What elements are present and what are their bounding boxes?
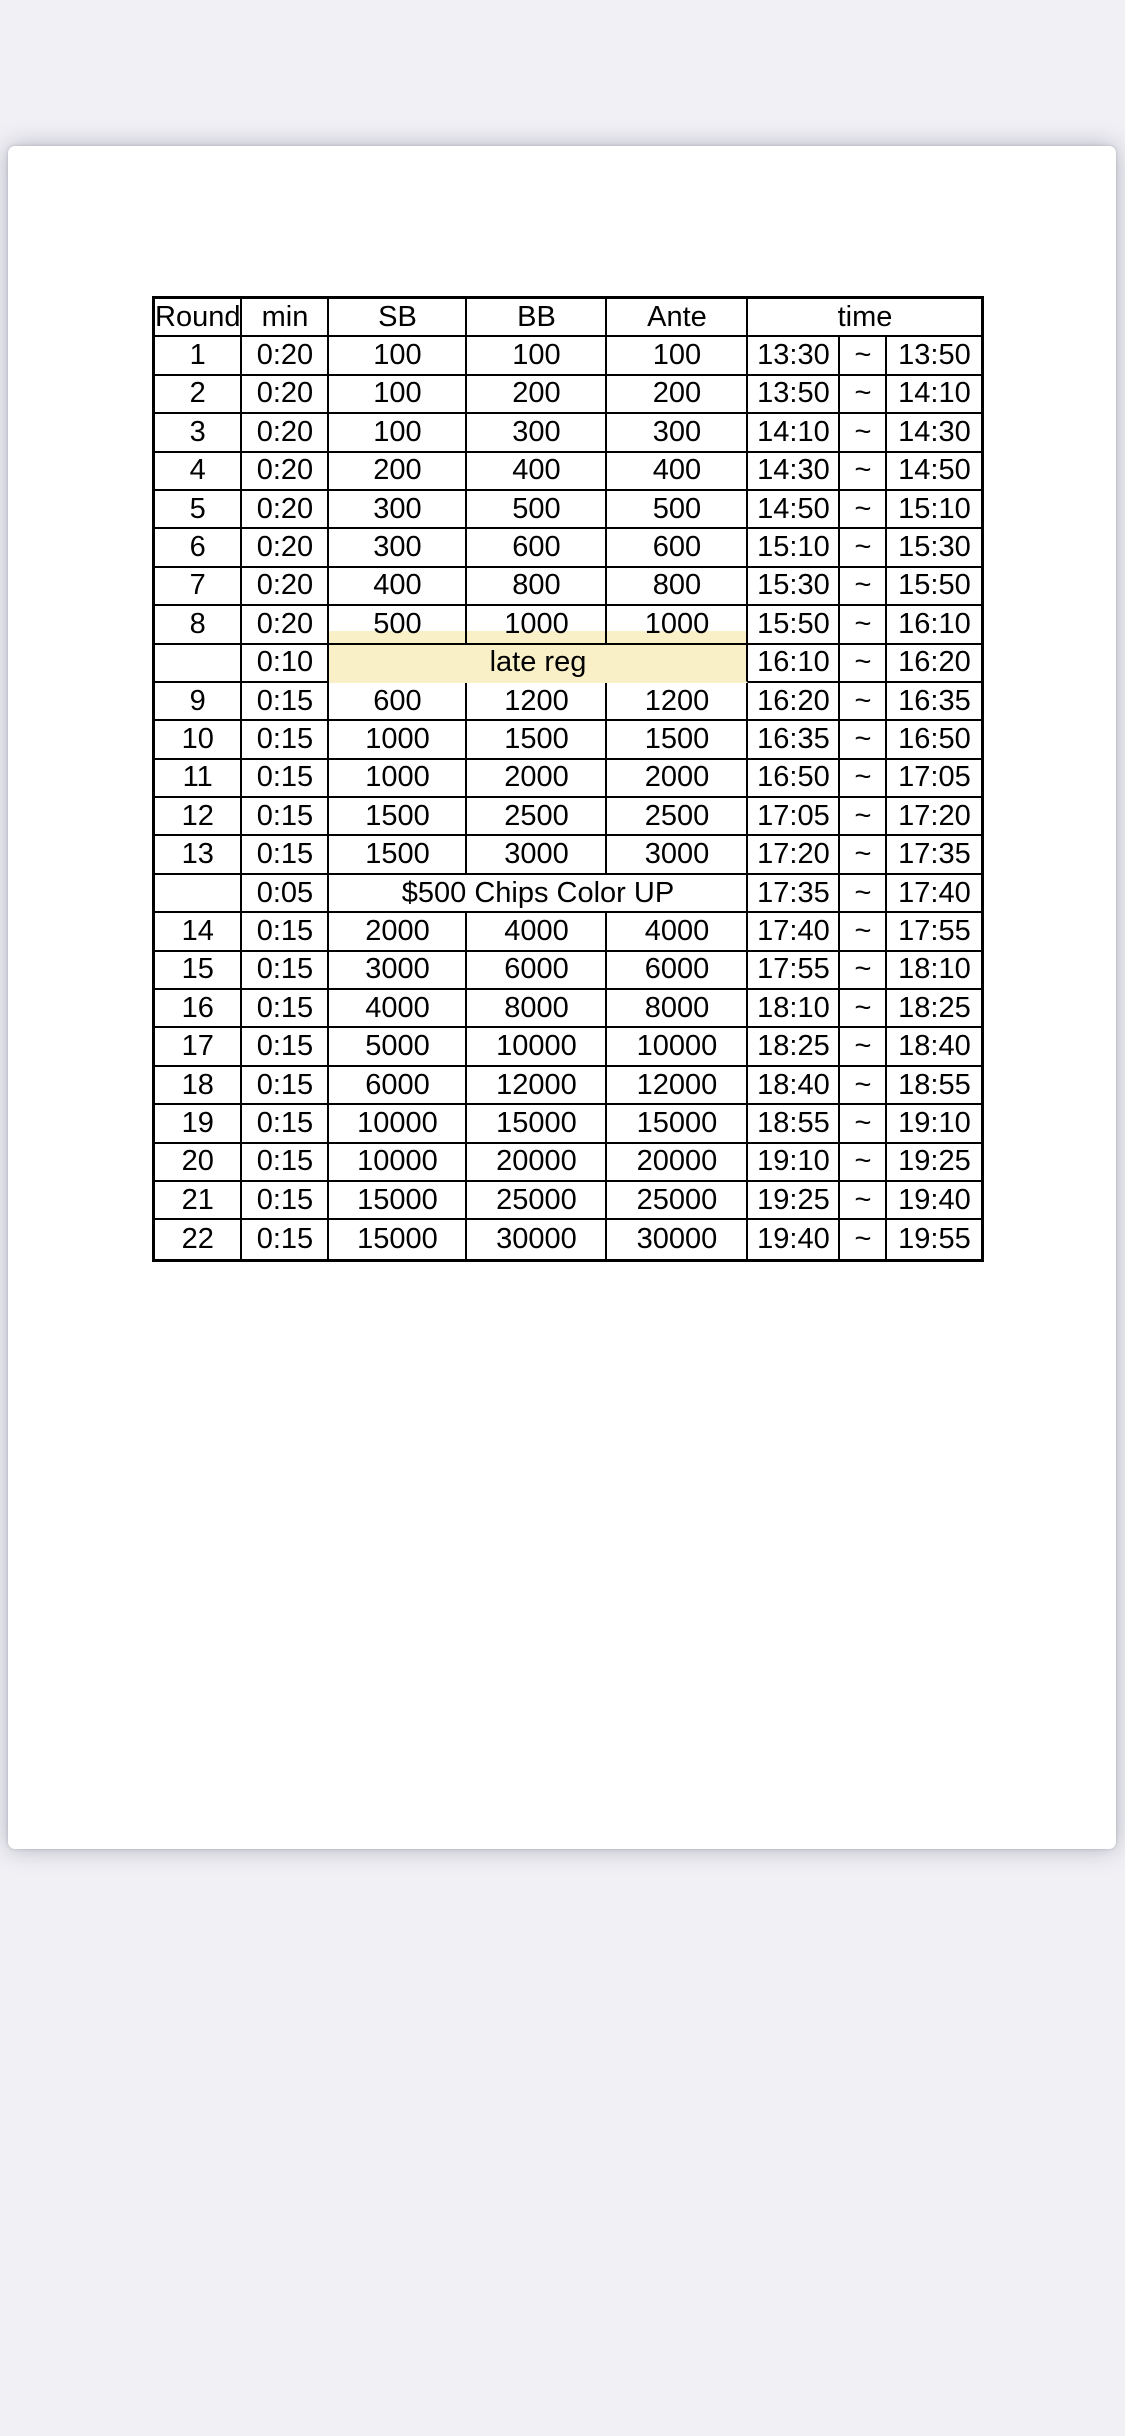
duration-cell: 0:10 (242, 645, 329, 683)
round-cell: 3 (155, 414, 242, 452)
duration-cell: 0:15 (242, 1105, 329, 1143)
duration-cell: 0:20 (242, 337, 329, 375)
ante-cell: 10000 (607, 1028, 748, 1066)
tilde-cell: ~ (840, 606, 887, 644)
ante-cell: 20000 (607, 1144, 748, 1182)
level-row (155, 1028, 981, 1066)
big-blind-cell: 1000 (467, 606, 607, 644)
header-min: min (242, 299, 329, 337)
level-row (155, 568, 981, 606)
level-row (155, 1067, 981, 1105)
ante-cell: 400 (607, 453, 748, 491)
time-start-cell: 13:50 (748, 376, 840, 414)
round-cell: 14 (155, 913, 242, 951)
big-blind-cell: 3000 (467, 836, 607, 874)
ante-cell: 4000 (607, 913, 748, 951)
big-blind-cell: 4000 (467, 913, 607, 951)
big-blind-cell: 600 (467, 529, 607, 567)
big-blind-cell: 30000 (467, 1220, 607, 1258)
level-row (155, 721, 981, 759)
time-end-cell: 14:30 (887, 414, 981, 452)
tilde-cell: ~ (840, 1028, 887, 1066)
level-row (155, 606, 981, 644)
duration-cell: 0:15 (242, 1144, 329, 1182)
ante-cell: 800 (607, 568, 748, 606)
duration-cell: 0:15 (242, 1067, 329, 1105)
time-start-cell: 18:10 (748, 990, 840, 1028)
tilde-cell: ~ (840, 683, 887, 721)
ante-cell: 200 (607, 376, 748, 414)
tilde-cell: ~ (840, 721, 887, 759)
small-blind-cell: 3000 (329, 952, 467, 990)
round-cell: 9 (155, 683, 242, 721)
level-row (155, 990, 981, 1028)
small-blind-cell: 1500 (329, 836, 467, 874)
round-cell: 5 (155, 491, 242, 529)
level-row (155, 453, 981, 491)
duration-cell: 0:20 (242, 606, 329, 644)
time-end-cell: 19:25 (887, 1144, 981, 1182)
time-end-cell: 17:35 (887, 836, 981, 874)
small-blind-cell: 100 (329, 376, 467, 414)
time-start-cell: 19:40 (748, 1220, 840, 1258)
time-start-cell: 17:05 (748, 798, 840, 836)
round-cell: 7 (155, 568, 242, 606)
time-end-cell: 16:20 (887, 645, 981, 683)
time-start-cell: 16:20 (748, 683, 840, 721)
big-blind-cell: 300 (467, 414, 607, 452)
big-blind-cell: 20000 (467, 1144, 607, 1182)
ante-cell: 300 (607, 414, 748, 452)
time-end-cell: 19:10 (887, 1105, 981, 1143)
time-start-cell: 17:40 (748, 913, 840, 951)
small-blind-cell: 300 (329, 529, 467, 567)
tilde-cell: ~ (840, 952, 887, 990)
header-row (155, 299, 981, 337)
document-page[interactable] (8, 146, 1116, 1849)
small-blind-cell: 5000 (329, 1028, 467, 1066)
time-end-cell: 18:40 (887, 1028, 981, 1066)
level-row (155, 836, 981, 874)
time-end-cell: 18:10 (887, 952, 981, 990)
tilde-cell: ~ (840, 913, 887, 951)
round-cell: 4 (155, 453, 242, 491)
round-cell (155, 645, 242, 683)
duration-cell: 0:15 (242, 1028, 329, 1066)
small-blind-cell: 200 (329, 453, 467, 491)
ante-cell: 100 (607, 337, 748, 375)
round-cell: 11 (155, 760, 242, 798)
big-blind-cell: 100 (467, 337, 607, 375)
duration-cell: 0:20 (242, 376, 329, 414)
time-end-cell: 14:50 (887, 453, 981, 491)
round-cell: 12 (155, 798, 242, 836)
round-cell: 6 (155, 529, 242, 567)
header-sb: SB (329, 299, 467, 337)
special-row (155, 645, 981, 683)
level-row (155, 1144, 981, 1182)
time-end-cell: 19:55 (887, 1220, 981, 1258)
header-time: time (748, 299, 981, 337)
round-cell: 13 (155, 836, 242, 874)
time-end-cell: 19:40 (887, 1182, 981, 1220)
level-row (155, 952, 981, 990)
tilde-cell: ~ (840, 1067, 887, 1105)
ante-cell: 1200 (607, 683, 748, 721)
big-blind-cell: 500 (467, 491, 607, 529)
duration-cell: 0:20 (242, 529, 329, 567)
big-blind-cell: 15000 (467, 1105, 607, 1143)
header-bb: BB (467, 299, 607, 337)
time-start-cell: 15:10 (748, 529, 840, 567)
small-blind-cell: 10000 (329, 1144, 467, 1182)
big-blind-cell: 12000 (467, 1067, 607, 1105)
time-start-cell: 16:50 (748, 760, 840, 798)
small-blind-cell: 4000 (329, 990, 467, 1028)
small-blind-cell: 6000 (329, 1067, 467, 1105)
ante-cell: 3000 (607, 836, 748, 874)
level-row (155, 414, 981, 452)
small-blind-cell: 400 (329, 568, 467, 606)
round-cell: 19 (155, 1105, 242, 1143)
tilde-cell: ~ (840, 760, 887, 798)
level-row (155, 1182, 981, 1220)
round-cell: 2 (155, 376, 242, 414)
big-blind-cell: 10000 (467, 1028, 607, 1066)
round-cell: 18 (155, 1067, 242, 1105)
small-blind-cell: 10000 (329, 1105, 467, 1143)
big-blind-cell: 8000 (467, 990, 607, 1028)
time-end-cell: 15:10 (887, 491, 981, 529)
time-start-cell: 15:50 (748, 606, 840, 644)
duration-cell: 0:20 (242, 414, 329, 452)
time-end-cell: 17:55 (887, 913, 981, 951)
time-end-cell: 16:35 (887, 683, 981, 721)
header-ante: Ante (607, 299, 748, 337)
big-blind-cell: 6000 (467, 952, 607, 990)
ante-cell: 30000 (607, 1220, 748, 1258)
ante-cell: 2000 (607, 760, 748, 798)
tilde-cell: ~ (840, 990, 887, 1028)
time-start-cell: 17:55 (748, 952, 840, 990)
tilde-cell: ~ (840, 645, 887, 683)
time-end-cell: 18:25 (887, 990, 981, 1028)
round-cell: 17 (155, 1028, 242, 1066)
level-row (155, 760, 981, 798)
ante-cell: 12000 (607, 1067, 748, 1105)
small-blind-cell: 100 (329, 337, 467, 375)
ante-cell: 15000 (607, 1105, 748, 1143)
special-row (155, 875, 981, 913)
ante-cell: 600 (607, 529, 748, 567)
time-start-cell: 19:25 (748, 1182, 840, 1220)
time-end-cell: 13:50 (887, 337, 981, 375)
duration-cell: 0:15 (242, 760, 329, 798)
time-start-cell: 18:55 (748, 1105, 840, 1143)
time-end-cell: 17:05 (887, 760, 981, 798)
level-row (155, 1220, 981, 1258)
small-blind-cell: 100 (329, 414, 467, 452)
tilde-cell: ~ (840, 376, 887, 414)
time-start-cell: 13:30 (748, 337, 840, 375)
round-cell: 15 (155, 952, 242, 990)
duration-cell: 0:15 (242, 952, 329, 990)
duration-cell: 0:20 (242, 568, 329, 606)
time-start-cell: 14:10 (748, 414, 840, 452)
round-cell (155, 875, 242, 913)
big-blind-cell: 400 (467, 453, 607, 491)
level-row (155, 376, 981, 414)
time-start-cell: 16:35 (748, 721, 840, 759)
tilde-cell: ~ (840, 453, 887, 491)
big-blind-cell: 1200 (467, 683, 607, 721)
duration-cell: 0:05 (242, 875, 329, 913)
time-start-cell: 14:50 (748, 491, 840, 529)
round-cell: 10 (155, 721, 242, 759)
late-reg-cell: late reg (329, 645, 748, 683)
duration-cell: 0:20 (242, 453, 329, 491)
big-blind-cell: 2000 (467, 760, 607, 798)
round-cell: 21 (155, 1182, 242, 1220)
time-end-cell: 15:50 (887, 568, 981, 606)
time-end-cell: 17:40 (887, 875, 981, 913)
tilde-cell: ~ (840, 875, 887, 913)
duration-cell: 0:15 (242, 721, 329, 759)
duration-cell: 0:15 (242, 913, 329, 951)
tilde-cell: ~ (840, 568, 887, 606)
level-row (155, 1105, 981, 1143)
round-cell: 20 (155, 1144, 242, 1182)
level-row (155, 913, 981, 951)
tilde-cell: ~ (840, 491, 887, 529)
ante-cell: 1000 (607, 606, 748, 644)
tilde-cell: ~ (840, 337, 887, 375)
color-up-cell: $500 Chips Color UP (329, 875, 748, 913)
duration-cell: 0:15 (242, 990, 329, 1028)
level-row (155, 491, 981, 529)
round-cell: 16 (155, 990, 242, 1028)
small-blind-cell: 500 (329, 606, 467, 644)
header-round: Round (155, 299, 242, 337)
small-blind-cell: 1000 (329, 760, 467, 798)
time-end-cell: 16:10 (887, 606, 981, 644)
small-blind-cell: 15000 (329, 1182, 467, 1220)
tilde-cell: ~ (840, 1182, 887, 1220)
level-row (155, 798, 981, 836)
round-cell: 8 (155, 606, 242, 644)
time-start-cell: 17:20 (748, 836, 840, 874)
duration-cell: 0:15 (242, 1220, 329, 1258)
round-cell: 22 (155, 1220, 242, 1258)
level-row (155, 529, 981, 567)
time-start-cell: 14:30 (748, 453, 840, 491)
tilde-cell: ~ (840, 798, 887, 836)
level-row (155, 683, 981, 721)
duration-cell: 0:15 (242, 836, 329, 874)
big-blind-cell: 25000 (467, 1182, 607, 1220)
ante-cell: 1500 (607, 721, 748, 759)
small-blind-cell: 300 (329, 491, 467, 529)
small-blind-cell: 2000 (329, 913, 467, 951)
big-blind-cell: 200 (467, 376, 607, 414)
small-blind-cell: 1500 (329, 798, 467, 836)
level-row (155, 337, 981, 375)
time-start-cell: 16:10 (748, 645, 840, 683)
ante-cell: 6000 (607, 952, 748, 990)
tilde-cell: ~ (840, 414, 887, 452)
tilde-cell: ~ (840, 836, 887, 874)
time-end-cell: 18:55 (887, 1067, 981, 1105)
time-start-cell: 19:10 (748, 1144, 840, 1182)
round-cell: 1 (155, 337, 242, 375)
duration-cell: 0:15 (242, 1182, 329, 1220)
duration-cell: 0:15 (242, 798, 329, 836)
time-end-cell: 14:10 (887, 376, 981, 414)
big-blind-cell: 2500 (467, 798, 607, 836)
time-start-cell: 18:25 (748, 1028, 840, 1066)
time-start-cell: 18:40 (748, 1067, 840, 1105)
ante-cell: 25000 (607, 1182, 748, 1220)
tilde-cell: ~ (840, 529, 887, 567)
duration-cell: 0:15 (242, 683, 329, 721)
small-blind-cell: 600 (329, 683, 467, 721)
blind-structure-table (152, 296, 984, 1262)
tilde-cell: ~ (840, 1220, 887, 1258)
tilde-cell: ~ (840, 1105, 887, 1143)
small-blind-cell: 15000 (329, 1220, 467, 1258)
small-blind-cell: 1000 (329, 721, 467, 759)
time-end-cell: 17:20 (887, 798, 981, 836)
tilde-cell: ~ (840, 1144, 887, 1182)
big-blind-cell: 800 (467, 568, 607, 606)
time-end-cell: 15:30 (887, 529, 981, 567)
time-start-cell: 17:35 (748, 875, 840, 913)
ante-cell: 2500 (607, 798, 748, 836)
time-start-cell: 15:30 (748, 568, 840, 606)
duration-cell: 0:20 (242, 491, 329, 529)
ante-cell: 500 (607, 491, 748, 529)
ante-cell: 8000 (607, 990, 748, 1028)
big-blind-cell: 1500 (467, 721, 607, 759)
time-end-cell: 16:50 (887, 721, 981, 759)
